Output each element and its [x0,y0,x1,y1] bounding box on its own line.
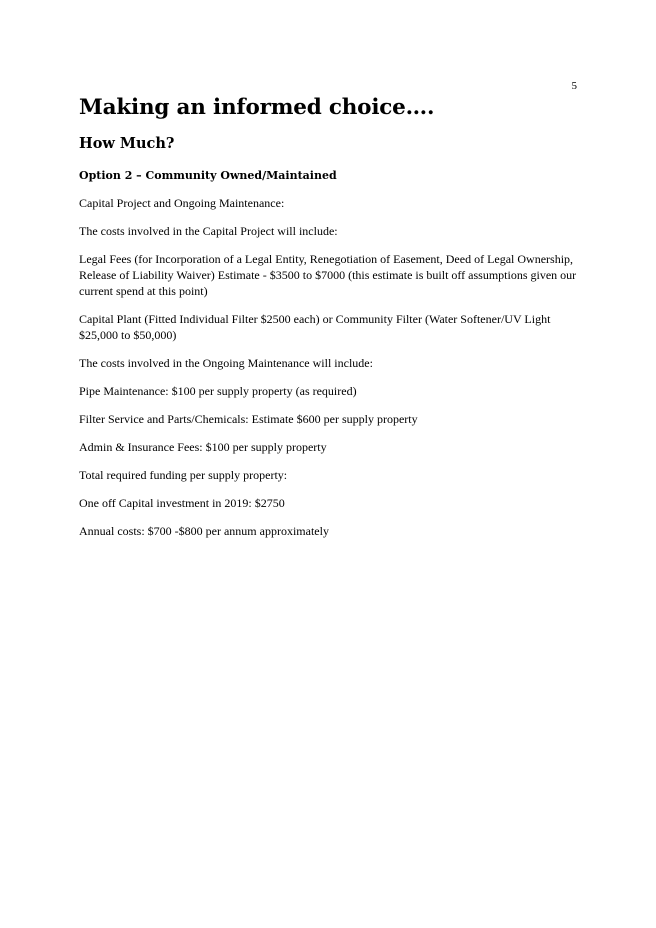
paragraph-capital-plant: Capital Plant (Fitted Individual Filter $2500 each) or Community Filter (Water Softener/UV Light $25,000 to $50,000) [79,312,551,342]
option-heading: Option 2 – Community Owned/Maintained [79,169,337,182]
paragraph-legal-fees: Legal Fees (for Incorporation of a Legal Entity, Renegotiation of Easement, Deed of Legal Ownership, Release of Liability Waiver) Estimate - $3500 to $7000 (this estimate is built off assumptions given our current spend at this point) [79,252,577,298]
paragraph-annual-costs: Annual costs: $700 -$800 per annum approximately [79,524,329,538]
paragraph-maintenance-intro: The costs involved in the Ongoing Maintenance will include: [79,356,373,370]
paragraph-capital-costs-intro: The costs involved in the Capital Project will include: [79,224,338,238]
paragraph-pipe-maintenance: Pipe Maintenance: $100 per supply property (as required) [79,384,357,398]
paragraph-admin-insurance: Admin & Insurance Fees: $100 per supply property [79,440,327,454]
paragraph-total-funding: Total required funding per supply property: [79,468,288,482]
paragraph-capital-investment: One off Capital investment in 2019: $2750 [79,496,285,510]
page-number: 5 [571,80,577,92]
page-title: Making an informed choice…. [79,95,435,120]
paragraph-capital-project: Capital Project and Ongoing Maintenance: [79,196,285,210]
document-body [79,94,579,539]
paragraph-filter-service: Filter Service and Parts/Chemicals: Estimate $600 per supply property [79,412,418,426]
section-heading: How Much? [79,135,175,152]
